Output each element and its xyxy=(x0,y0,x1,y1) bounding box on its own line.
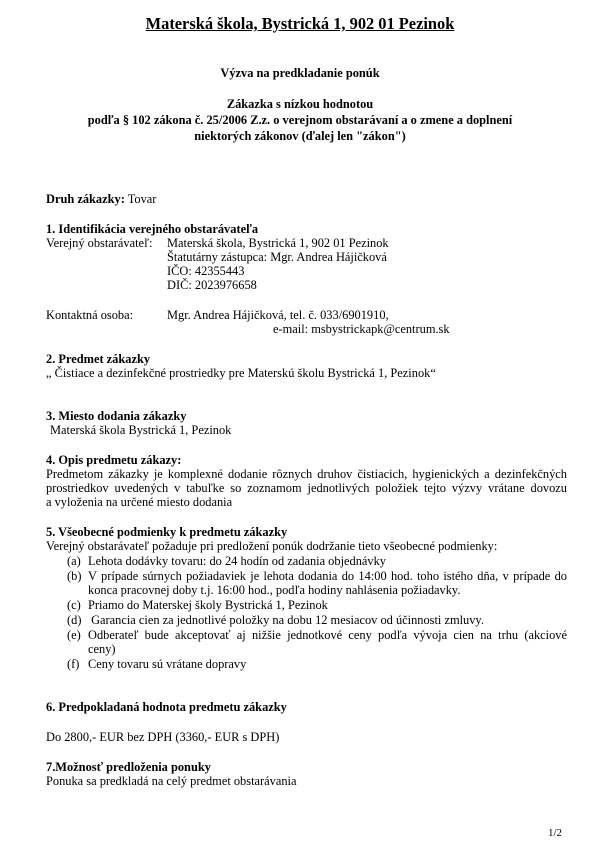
contract-kind-label: Druh zákazky: xyxy=(46,192,125,206)
authority-name: Materská škola, Bystrická 1, 902 01 Pezinok xyxy=(167,236,389,250)
law-reference-line1: podľa § 102 zákona č. 25/2006 Z.z. o verejnom obstarávaní a o zmene a doplnení xyxy=(87,113,513,127)
contract-kind xyxy=(46,192,156,207)
authority-statutory: Štatutárny zástupca: Mgr. Andrea Hájičková xyxy=(167,250,387,264)
law-reference-line2: niektorých zákonov (ďalej len "zákon") xyxy=(194,129,406,143)
estimated-value-text: Do 2800,- EUR bez DPH (3360,- EUR s DPH) xyxy=(46,730,280,744)
subject-text: „ Čistiace a dezinfekčné prostriedky pre Materskú školu Bystrická 1, Pezinok“ xyxy=(46,366,436,380)
contract-type-title: Zákazka s nízkou hodnotou xyxy=(226,97,374,111)
authority-ico: IČO: 42355443 xyxy=(167,264,245,278)
condition-text: Lehota dodávky tovaru: do 24 hodín od zadania objednávky xyxy=(88,554,386,568)
condition-text: Odberateľ bude akceptovať aj nižšie jednotkové ceny podľa vývoja cien na trhu (akciové xyxy=(88,628,567,642)
delivery-place-text: Materská škola Bystrická 1, Pezinok xyxy=(50,423,232,437)
authority-dic: DIČ: 2023976658 xyxy=(167,278,257,292)
condition-text-continued: konca pracovnej doby t.j. 16:00 hod., podľa hodiny nahlásenia požiadavky. xyxy=(88,583,461,597)
condition-text: Ceny tovaru sú vrátane dopravy xyxy=(88,657,247,671)
section-1-heading: 1. Identifikácia verejného obstarávateľa xyxy=(46,222,259,236)
condition-marker: (a) xyxy=(67,554,81,568)
condition-text-continued: ceny) xyxy=(88,642,116,656)
contact-person: Mgr. Andrea Hájičková, tel. č. 033/6901910, xyxy=(167,308,389,322)
section-7-heading: 7.Možnosť predloženia ponuky xyxy=(46,760,211,774)
conditions-intro: Verejný obstarávateľ požaduje pri predložení ponúk dodržanie tieto všeobecné podmienky: xyxy=(46,539,498,553)
section-5-heading: 5. Všeobecné podmienky k predmetu zákazky xyxy=(46,525,288,539)
page-title: Materská škola, Bystrická 1, 902 01 Pezinok xyxy=(145,14,455,33)
description-line: Predmetom zákazky je komplexné dodanie rôznych druhov čistiacich, hygienických a dezinfekčných xyxy=(46,467,567,481)
offer-option-text: Ponuka sa predkladá na celý predmet obstarávania xyxy=(46,774,297,788)
authority-label: Verejný obstarávateľ: xyxy=(46,236,153,250)
contract-kind-value: Tovar xyxy=(127,192,157,206)
call-title: Výzva na predkladanie ponúk xyxy=(220,66,380,80)
condition-marker: (f) xyxy=(67,657,80,671)
condition-text: Garancia cien za jednotlivé položky na dobu 12 mesiacov od účinnosti zmluvy. xyxy=(88,613,484,627)
description-line: prostriedkov uvedených v tabuľke so zoznamom jednotlivých položiek tejto výzvy vrátane dovozu xyxy=(46,481,567,495)
section-3-heading: 3. Miesto dodania zákazky xyxy=(46,409,187,423)
section-4-heading: 4. Opis predmetu zákazy: xyxy=(46,453,182,467)
condition-marker: (d) xyxy=(67,613,82,627)
condition-marker: (b) xyxy=(67,569,82,583)
condition-text: V prípade súrnych požiadaviek je lehota dodania do 14:00 hod. toho istého dňa, v prípade do xyxy=(88,569,567,583)
contact-label: Kontaktná osoba: xyxy=(46,308,134,322)
condition-text: Priamo do Materskej školy Bystrická 1, Pezinok xyxy=(88,598,328,612)
page-number: 1/2 xyxy=(548,827,563,839)
section-2-heading: 2. Predmet zákazky xyxy=(46,352,151,366)
contact-email: e-mail: msbystrickapk@centrum.sk xyxy=(273,322,450,336)
description-line: a vyloženia na určené miesto dodania xyxy=(46,495,233,509)
condition-marker: (c) xyxy=(67,598,81,612)
condition-marker: (e) xyxy=(67,628,81,642)
section-6-heading: 6. Predpokladaná hodnota predmetu zákazky xyxy=(46,700,287,714)
